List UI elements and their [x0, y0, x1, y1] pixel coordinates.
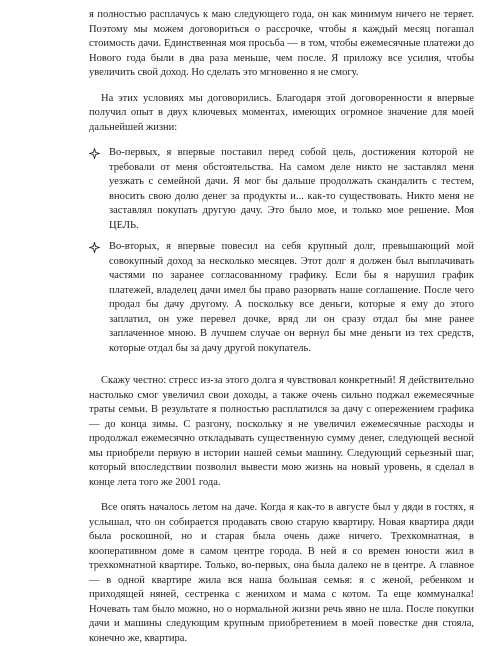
- bullet-item-first: [89, 146, 474, 233]
- spacer: [89, 135, 474, 146]
- paragraph-apartment: Все опять началось летом на даче. Когда я как-то в августе был у дяди в гостях, я услышал, что он собирается продавать свою старую квартиру. Новая квартира дяди была роскошной, но и старая была очень даже ничего. Трехкомнатная, в кооперативном доме в самом центре города. В ней я со времен юности жил в трехкомнатной квартире. Только, во-первых, она была далеко не в центре. А главное — в одной квартире жила вся наша большая семья: я с женой, ребенком и приходящей няней, сестренка с женихом и мама с котом. Та еще коммуналка! Ночевать там было можно, но о нормальной жизни речь явно не шла. После покупки дачи и машины следующим крупным приобретением в моей повестке дня стояла, конечно же, квартира.: [89, 502, 474, 644]
- paragraph-agreement: На этих условиях мы договорились. Благодаря этой договоренности я впервые получил опыт в двух ключевых моментах, имеющих огромное значение для моей дальнейшей жизни:: [89, 92, 474, 133]
- bullet-text: Во-вторых, я впервые повесил на себя крупный долг, превышающий мой совокупный доход за несколько месяцев. Этот долг я должен был выплачивать частями по заранее согласованному графику. Если бы я нарушил график платежей, владелец дачи имел бы право разорвать наше соглашение. После чего продал бы дачу другому. А поскольку все деньги, которые я ему до этого заплатил, он уже перевел дочке, вряд ли он сразу отдал бы мне ранее заплаченное мною. В лучшем случае он вернул бы мне деньги из тех средств, которые отдал бы за дачу другой покупатель.: [109, 241, 474, 354]
- bullet-item-second: [89, 240, 474, 356]
- spacer: [89, 363, 474, 374]
- paragraph-debt-outcome: Скажу честно: стресс из-за этого долга я чувствовал конкретный! Я действительно настолько смог увеличил свои доходы, а также очень сильно поджал ежемесячные траты семьи. В результате я полностью расплатился за дачу с опережением графика — до конца зимы. С разгону, поскольку я не увеличил ежемесячные расходы и продолжал ежемесячно откладывать существенную сумму денег, следующей весной мы приобрели первую в истории нашей семьи машину. Следующий серьезный шаг, который впоследствии позволил вывести мою жизнь на новый уровень, я сделал в конце лета того же 2001 года.: [89, 375, 474, 488]
- bullet-text: Во-первых, я впервые поставил перед собой цель, достижения которой не требовали от меня обстоятельства. На самом деле никто не заставлял меня уезжать с семейной дачи. Я мог бы дальше продолжать скандалить с тестем, вносить свою долю денег за продукты и... как-то существовать. Никто меня не заставлял покупать другую дачу. Это было мое, и только мое решение. Моя ЦЕЛЬ.: [109, 147, 474, 231]
- four-point-star-icon: [89, 242, 100, 253]
- four-point-star-icon: [89, 148, 100, 159]
- spacer: [89, 490, 474, 501]
- spacer: [89, 81, 474, 92]
- paragraph-intro: я полностью расплачусь к маю следующего года, он как минимум ничего не теряет. Поэтому мы можем договориться о рассрочке, чтобы я каждый месяц погашал стоимость дачи. Единственная моя просьба — в том, чтобы ежемесячные платежи до Нового года были в два раза меньше, чем после. Я приложу все усилия, чтобы увеличить свой доход. Но сделать это мгновенно я не смогу.: [89, 9, 474, 78]
- bullet-list: [89, 146, 474, 356]
